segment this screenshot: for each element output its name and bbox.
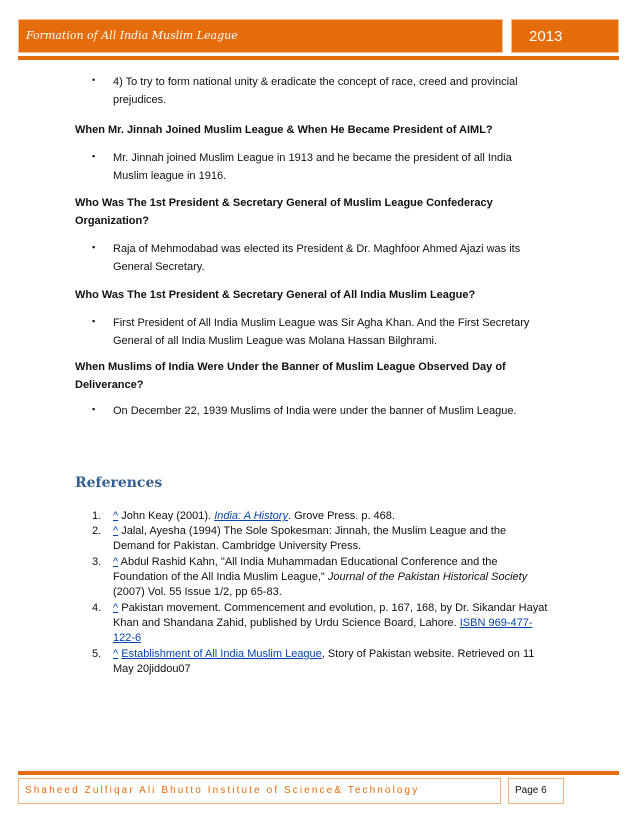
reference-text: . Grove Press. p. 468.	[287, 510, 395, 522]
bullet-icon: ▪	[92, 316, 96, 326]
reference-backlink[interactable]: ^	[113, 648, 119, 660]
bullet-icon: ▪	[92, 151, 96, 161]
reference-item	[113, 509, 549, 524]
list-item: Raja of Mehmodabad was elected its President & Dr. Maghfoor Ahmed Ajazi was its General Secretary.	[113, 243, 521, 273]
bullet-icon: •	[92, 75, 96, 85]
footer-rule	[18, 771, 619, 775]
reference-backlink[interactable]: ^	[113, 510, 119, 522]
bullet-icon: ▪	[92, 242, 96, 252]
reference-text: Jalal, Ayesha (1994) The Sole Spokesman: Jinnah, the Muslim League and the Demand for Pakistan. Cambridge University Press.	[113, 525, 507, 552]
reference-item	[113, 647, 549, 677]
reference-number: 4.	[92, 602, 102, 614]
reference-number: 1.	[92, 510, 102, 522]
footer-institute: Shaheed Zulfiqar Ali Bhutto Institute of Science& Technology	[18, 778, 501, 804]
reference-link[interactable]: Establishment of All India Muslim League	[121, 648, 322, 660]
reference-text: (2007) Vol. 55 Issue 1/2, pp 65-83.	[113, 586, 282, 598]
bullet-icon: ▪	[92, 404, 96, 414]
reference-text: Abdul Rashid Kahn, "All India Muhammadan Educational Conference and the Foundation of the All India Muslim League,"	[113, 556, 498, 583]
reference-journal: Journal of the Pakistan Historical Society	[327, 571, 528, 583]
reference-number: 5.	[92, 648, 102, 660]
reference-backlink[interactable]: ^	[113, 556, 119, 568]
list-item: First President of All India Muslim League was Sir Agha Khan. And the First Secretary General of all India Muslim League was Molana Hassan Bilghrami.	[113, 317, 530, 347]
footer-page-number: Page 6	[508, 778, 564, 804]
reference-backlink[interactable]: ^	[113, 602, 119, 614]
reference-text: , Story of Pakistan website. Retrieved on 11 May 20jiddou07	[113, 648, 535, 675]
isbn-link[interactable]: ISBN 969-477-122-6	[113, 617, 533, 644]
references-heading: References	[75, 475, 163, 491]
list-item: On December 22, 1939 Muslims of India were under the banner of Muslim League.	[113, 405, 517, 417]
reference-number: 3.	[92, 556, 102, 568]
reference-number: 2.	[92, 525, 102, 537]
reference-backlink[interactable]: ^	[113, 525, 119, 537]
header-title: Formation of All India Muslim League	[18, 19, 503, 53]
question-heading: When Muslims of India Were Under the Banner of Muslim League Observed Day of Deliverance?	[75, 361, 506, 391]
question-heading: Who Was The 1st President & Secretary General of Muslim League Confederacy Organization?	[75, 197, 493, 227]
reference-link[interactable]: India: A History	[214, 510, 288, 522]
question-heading: When Mr. Jinnah Joined Muslim League & When He Became President of AIML?	[75, 124, 493, 136]
reference-text: Pakistan movement. Commencement and evolution, p. 167, 168, by Dr. Sikandar Hayat Khan and Shandana Zahid, published by Urdu Science Board, Lahore.	[113, 602, 548, 629]
list-item: Mr. Jinnah joined Muslim League in 1913 and he became the president of all India Muslim league in 1916.	[113, 152, 512, 182]
header-rule	[18, 56, 619, 60]
reference-item	[113, 524, 549, 554]
header-year: 2013	[511, 19, 619, 53]
page-header	[18, 19, 619, 53]
question-heading: Who Was The 1st President & Secretary General of All India Muslim League?	[75, 289, 476, 301]
reference-text: John Keay (2001).	[118, 510, 215, 522]
reference-item	[113, 555, 549, 600]
list-item: 4) To try to form national unity & eradicate the concept of race, creed and provincial prejudices.	[113, 76, 518, 106]
reference-item	[113, 601, 549, 646]
